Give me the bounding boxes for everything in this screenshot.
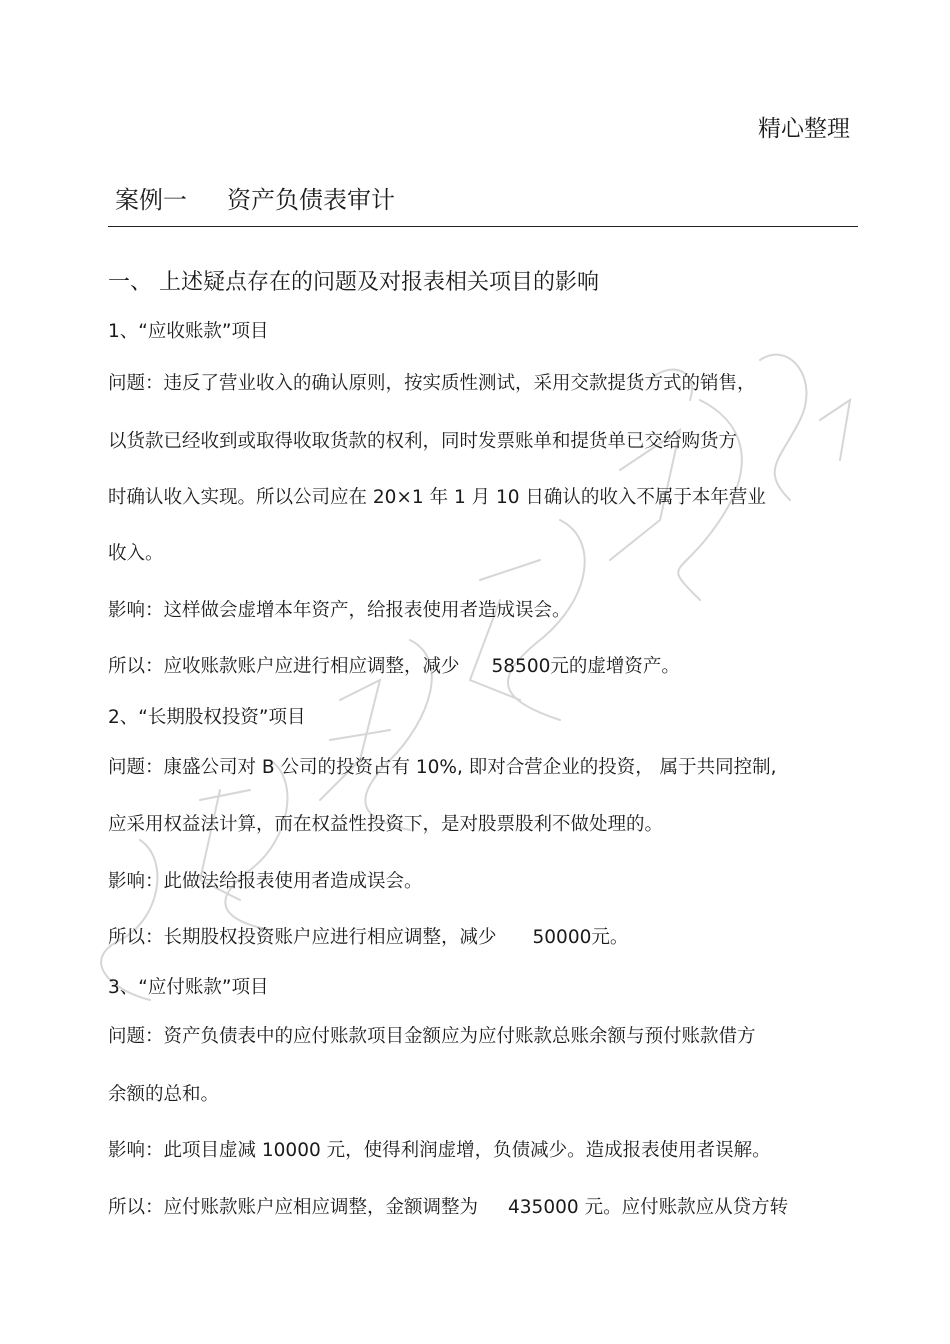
- item-heading: 2、“长期股权投资”项目: [108, 707, 306, 728]
- conclusion-amount: 435000: [508, 1197, 579, 1218]
- conclusion-suffix: 元。: [591, 927, 629, 948]
- conclusion-line: [108, 923, 628, 949]
- conclusion-prefix: 所以：应收账款账户应进行相应调整，减少: [108, 656, 460, 677]
- conclusion-prefix: 所以：应付账款账户应相应调整，金额调整为: [108, 1197, 479, 1218]
- impact-line: 影响：此做法给报表使用者造成误会。: [108, 871, 423, 892]
- case-title: [115, 180, 395, 215]
- issue-line: 余额的总和。: [108, 1084, 220, 1105]
- conclusion-prefix: 所以：长期股权投资账户应进行相应调整，减少: [108, 927, 497, 948]
- impact-line: 影响：此项目虚减 10000 元，使得利润虚增，负债减少。造成报表使用者误解。: [108, 1140, 771, 1161]
- issue-line: 问题：违反了营业收入的确认原则，按实质性测试，采用交款提货方式的销售，: [108, 373, 756, 394]
- impact-line: 影响：这样做会虚增本年资产，给报表使用者造成误会。: [108, 600, 571, 621]
- issue-line: 问题：资产负债表中的应付账款项目金额应为应付账款总账余额与预付账款借方: [108, 1026, 756, 1047]
- title-divider: [108, 226, 858, 227]
- issue-line: 收入。: [108, 543, 164, 564]
- conclusion-amount: 58500: [491, 656, 551, 677]
- issue-line: 时确认收入实现。所以公司应在 20×1 年 1 月 10 日确认的收入不属于本年营业: [108, 487, 766, 508]
- conclusion-line: [108, 652, 680, 678]
- item-heading: 3、“应付账款”项目: [108, 977, 269, 998]
- conclusion-suffix: 元的虚增资产。: [550, 656, 680, 677]
- case-label: 案例一: [115, 186, 187, 214]
- case-name: 资产负债表审计: [227, 186, 395, 214]
- conclusion-suffix: 元。应付账款应从贷方转: [584, 1197, 789, 1218]
- issue-line: 应采用权益法计算，而在权益性投资下，是对股票股利不做处理的。: [108, 814, 664, 835]
- item-heading: 1、“应收账款”项目: [108, 321, 269, 342]
- section-heading: 一、 上述疑点存在的问题及对报表相关项目的影响: [108, 270, 599, 295]
- conclusion-line: [108, 1193, 788, 1219]
- header-mark: 精心整理: [758, 116, 850, 142]
- issue-line: 以货款已经收到或取得收取货款的权利，同时发票账单和提货单已交给购货方: [108, 431, 738, 452]
- issue-line: 问题：康盛公司对 B 公司的投资占有 10%, 即对合营企业的投资， 属于共同控制,: [108, 757, 777, 778]
- conclusion-amount: 50000: [532, 927, 592, 948]
